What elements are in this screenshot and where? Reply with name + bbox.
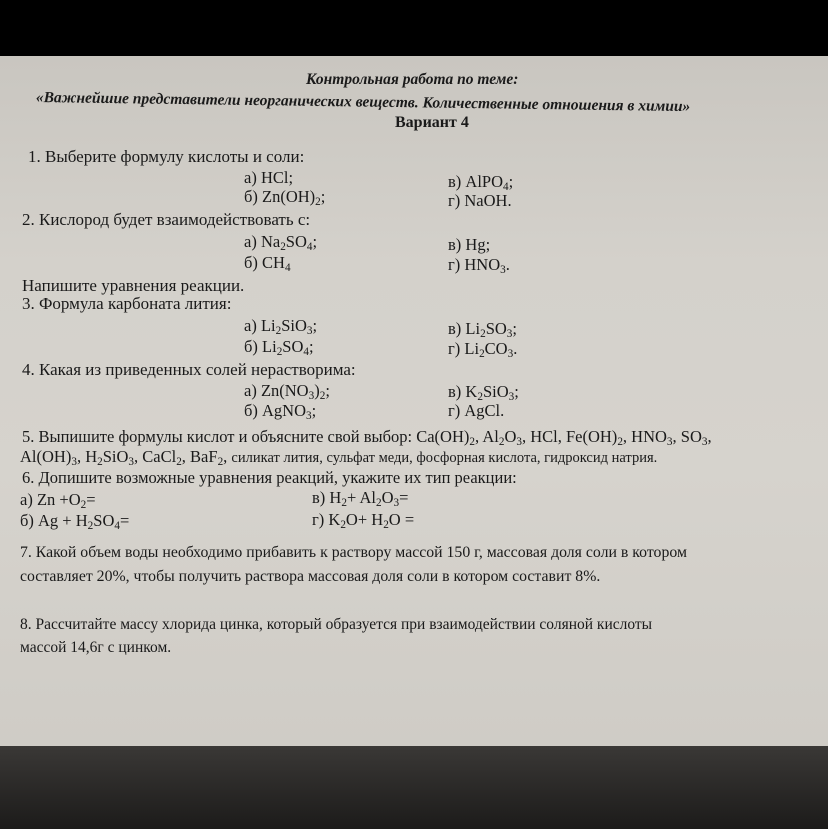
question-2: 2. Кислород будет взаимодействовать с: (22, 210, 311, 229)
question-1: 1. Выберите формулу кислоты и соли: (28, 147, 305, 166)
question-7-line-2: составляет 20%, чтобы получить раствора массовая доля соли в котором составит 8%. (20, 568, 601, 585)
q6-option-b: б) $Ag + H_2SO_4=$ (20, 511, 130, 532)
question-8-line-1: 8. Рассчитайте массу хлорида цинка, который образуется при взаимодействии соляной кислоты (20, 616, 653, 633)
question-3: 3. Формула карбоната лития: (22, 294, 232, 313)
q2-option-v: в) Hg; (448, 235, 491, 254)
q2-note: Напишите уравнения реакции. (22, 276, 245, 295)
question-7-line-1: 7. Какой объем воды необходимо прибавить к раствору массой 150 г, массовая доля соли в котором (20, 544, 687, 561)
q3-option-a: а) $Li_2SiO_3$; (244, 316, 318, 337)
q6-option-g: г) $K_2O+ H_2O$ = (312, 510, 415, 531)
q2-option-a: а) $Na_2SO_4$; (244, 232, 318, 253)
q4-option-g: г) AgCl. (448, 401, 505, 420)
q6-option-a: а) $Zn +O_2=$ (20, 490, 96, 511)
page-title: Контрольная работа по теме: (306, 71, 519, 88)
q4-option-b: б) AgNO$_3$; (244, 401, 317, 422)
q3-option-v: в) $Li_2SO_3$; (448, 319, 517, 340)
q3-option-g: г) $Li_2CO_3$. (448, 339, 518, 360)
topic-title: «Важнейшие представители неорганических веществ. Количественные отношения в химии» (35, 89, 691, 116)
question-6: 6. Допишите возможные уравнения реакций, укажите их тип реакции: (22, 468, 517, 487)
worksheet-paper (0, 56, 828, 746)
question-5-line-1: 5. Выпишите формулы кислот и объясните свой выбор: $Ca(OH)_2$, $Al_2O_3$, HCl, $Fe(OH)_2$, $HNO_3$, $SO_3$, (22, 427, 712, 448)
variant-label: Вариант 4 (395, 114, 469, 131)
table-shadow (0, 746, 828, 829)
q1-option-g: г) NaOH. (448, 191, 512, 210)
q2-option-g: г) $HNO_3$. (448, 255, 510, 276)
q4-option-a: а) $Zn(NO_3)_2$; (244, 381, 330, 402)
q2-option-b: б) $CH_4$ (244, 253, 291, 274)
q6-option-v: в) $H_2+ Al_2O_3=$ (312, 488, 409, 509)
q1-option-b: б) $Zn(OH)_2$; (244, 187, 326, 208)
q1-option-a: а) HCl; (244, 168, 294, 187)
question-4: 4. Какая из приведенных солей нерастворима: (22, 360, 356, 379)
q3-option-b: б) $Li_2SO_4$; (244, 337, 314, 358)
q1-option-v: в) AlPO$_4$; (448, 172, 514, 193)
q4-option-v: в) $K_2SiO_3$; (448, 382, 519, 403)
question-8-line-2: массой 14,6г с цинком. (20, 639, 172, 656)
question-5-line-2: $Al(OH)_3$, $H_2SiO_3$, CaCl$_2$, BaF$_2$, силикат лития, сульфат меди, фосфорная кислота, гидроксид натрия. (20, 447, 658, 468)
